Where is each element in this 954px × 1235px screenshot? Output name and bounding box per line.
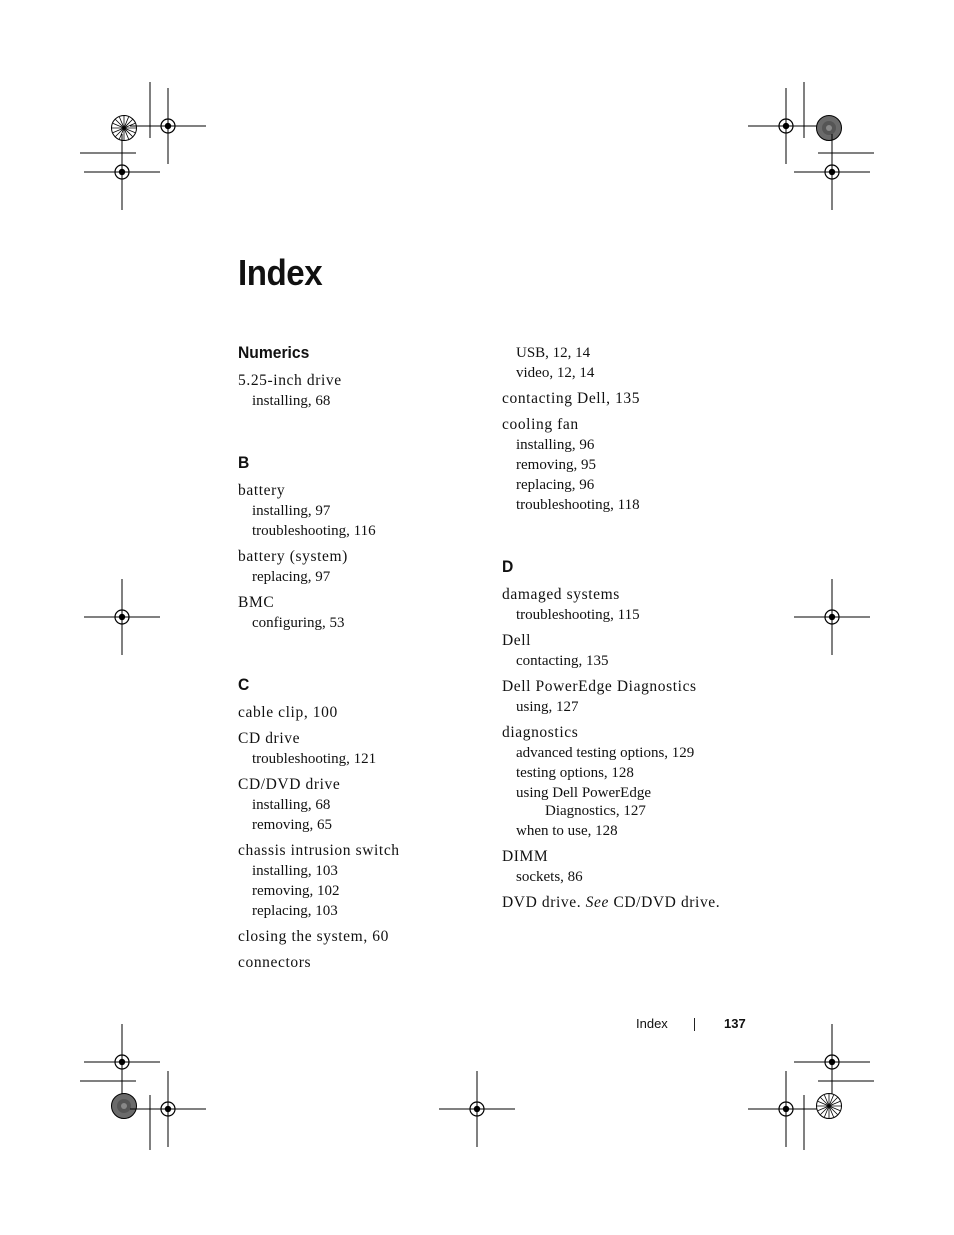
index-entry bbox=[502, 723, 752, 841]
crosshair-registration-icon bbox=[794, 579, 870, 655]
see-reference: See bbox=[585, 894, 609, 911]
crosshair-registration-icon bbox=[84, 134, 160, 210]
index-term: Dell PowerEdge Diagnostics bbox=[502, 678, 697, 695]
index-entry bbox=[502, 847, 752, 887]
index-entry bbox=[238, 371, 488, 411]
index-subentry: installing, 68 bbox=[252, 393, 331, 409]
index-subentry: replacing, 97 bbox=[252, 569, 331, 585]
index-entry bbox=[502, 631, 752, 671]
index-subsubentry: Diagnostics, 127 bbox=[545, 803, 646, 819]
crosshair-registration-icon bbox=[439, 1071, 515, 1147]
index-term: DIMM bbox=[502, 848, 549, 865]
index-subentry: replacing, 103 bbox=[252, 903, 338, 919]
page-title: Index bbox=[238, 252, 323, 293]
starburst-target-icon bbox=[817, 1094, 842, 1119]
crosshair-registration-icon bbox=[748, 1071, 824, 1147]
index-term: chassis intrusion switch bbox=[238, 842, 400, 859]
footer-section-label: Index bbox=[636, 1016, 668, 1031]
index-entry bbox=[502, 389, 752, 409]
index-subentry: USB, 12, 14 bbox=[516, 345, 591, 361]
index-entry bbox=[238, 841, 488, 921]
index-subentry: removing, 65 bbox=[252, 817, 332, 833]
index-term: closing the system, 60 bbox=[238, 928, 389, 945]
term-text: DVD drive. bbox=[502, 894, 586, 911]
index-term: diagnostics bbox=[502, 724, 579, 741]
index-entry bbox=[502, 893, 752, 913]
index-entry bbox=[238, 547, 488, 587]
index-term-cross-reference bbox=[502, 893, 752, 913]
index-column-right bbox=[502, 343, 752, 919]
index-term: connectors bbox=[238, 954, 312, 971]
starburst-target-icon bbox=[817, 116, 842, 141]
index-entry bbox=[238, 729, 488, 769]
index-subentry: using, 127 bbox=[516, 699, 579, 715]
index-subentry: installing, 68 bbox=[252, 797, 331, 813]
index-subentry: video, 12, 14 bbox=[516, 365, 595, 381]
section-heading-d: D bbox=[502, 557, 514, 576]
index-entry bbox=[238, 703, 488, 723]
index-entry bbox=[238, 593, 488, 633]
index-subentry: troubleshooting, 115 bbox=[516, 607, 640, 623]
index-subentry: advanced testing options, 129 bbox=[516, 745, 695, 761]
starburst-target-icon bbox=[112, 116, 137, 141]
section-heading-b: B bbox=[238, 453, 250, 472]
index-subentry: troubleshooting, 118 bbox=[516, 497, 640, 513]
index-entry bbox=[238, 775, 488, 835]
page-footer bbox=[0, 1016, 954, 1036]
starburst-target-icon bbox=[112, 1094, 137, 1119]
index-subentry: using Dell PowerEdge bbox=[516, 785, 651, 801]
index-term: cable clip, 100 bbox=[238, 704, 338, 721]
index-entry bbox=[502, 585, 752, 625]
index-subentry: testing options, 128 bbox=[516, 765, 634, 781]
index-entry bbox=[238, 481, 488, 541]
crosshair-registration-icon bbox=[794, 134, 870, 210]
index-entry bbox=[238, 927, 488, 947]
index-term: CD drive bbox=[238, 730, 301, 747]
index-term: CD/DVD drive bbox=[238, 776, 341, 793]
index-subentry: installing, 96 bbox=[516, 437, 595, 453]
crosshair-registration-icon bbox=[84, 579, 160, 655]
index-entry bbox=[502, 677, 752, 717]
crosshair-registration-icon bbox=[130, 88, 206, 164]
index-subentry: configuring, 53 bbox=[252, 615, 345, 631]
term-text: CD/DVD drive. bbox=[608, 894, 721, 911]
index-subentry: contacting, 135 bbox=[516, 653, 609, 669]
index-term: 5.25-inch drive bbox=[238, 372, 342, 389]
index-entry-continued bbox=[502, 343, 752, 383]
section-heading-numerics: Numerics bbox=[238, 343, 310, 362]
index-entry bbox=[238, 953, 488, 973]
crosshair-registration-icon bbox=[748, 88, 824, 164]
index-subentry: installing, 103 bbox=[252, 863, 338, 879]
index-subentry: removing, 102 bbox=[252, 883, 340, 899]
index-term: contacting Dell, 135 bbox=[502, 390, 641, 407]
index-term: BMC bbox=[238, 594, 275, 611]
index-subentry: installing, 97 bbox=[252, 503, 331, 519]
section-heading-c: C bbox=[238, 675, 250, 694]
index-subentry: troubleshooting, 116 bbox=[252, 523, 376, 539]
index-term: cooling fan bbox=[502, 416, 579, 433]
index-subentry: sockets, 86 bbox=[516, 869, 583, 885]
index-subentry: replacing, 96 bbox=[516, 477, 595, 493]
index-subentry: when to use, 128 bbox=[516, 823, 618, 839]
index-term: Dell bbox=[502, 632, 532, 649]
index-term: battery (system) bbox=[238, 548, 348, 565]
index-column-left bbox=[238, 343, 488, 979]
index-term: battery bbox=[238, 482, 286, 499]
footer-divider bbox=[694, 1018, 695, 1031]
page-number: 137 bbox=[724, 1016, 746, 1031]
index-subentry: removing, 95 bbox=[516, 457, 596, 473]
crosshair-registration-icon bbox=[130, 1071, 206, 1147]
index-subentry: troubleshooting, 121 bbox=[252, 751, 377, 767]
index-entry bbox=[502, 415, 752, 515]
index-term: damaged systems bbox=[502, 586, 620, 603]
